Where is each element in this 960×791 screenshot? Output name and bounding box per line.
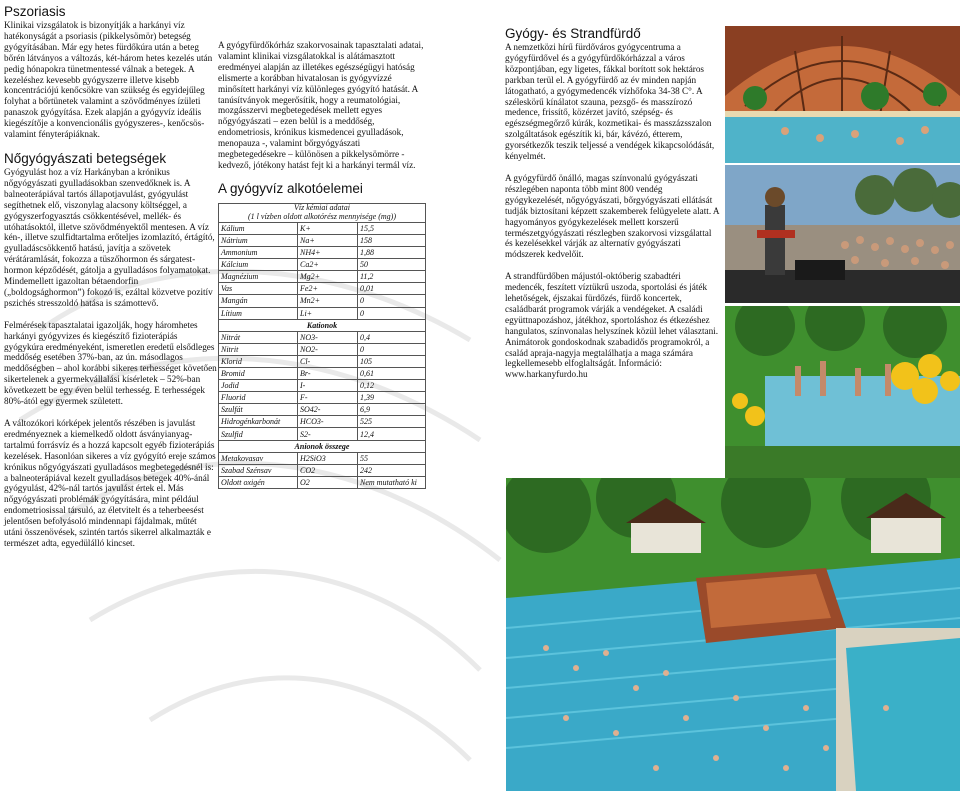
element-formula-cell: Br-	[298, 368, 358, 380]
table-row	[219, 271, 426, 283]
element-formula-cell: SO42-	[298, 404, 358, 416]
element-value-cell: 0,01	[358, 283, 426, 295]
element-name-cell: Magnézium	[219, 271, 298, 283]
table-row	[219, 452, 426, 464]
element-value-cell: 0	[358, 343, 426, 355]
element-name-cell: Szulfid	[219, 428, 298, 440]
table-title: Víz kémiai adatai	[294, 203, 350, 213]
element-name-cell: Mangán	[219, 295, 298, 307]
table-row	[219, 222, 426, 234]
element-name-cell: Nátrium	[219, 234, 298, 246]
element-formula-cell: Cl-	[298, 355, 358, 367]
table-section-row	[219, 319, 426, 331]
element-name-cell: Ammonium	[219, 247, 298, 259]
element-value-cell: 50	[358, 259, 426, 271]
element-name-cell: Lítium	[219, 307, 298, 319]
table-row	[219, 428, 426, 440]
table-row	[219, 295, 426, 307]
element-formula-cell: Na+	[298, 234, 358, 246]
psoriasis-heading: Pszoriasis	[4, 4, 66, 19]
element-name-cell: Fluorid	[219, 392, 298, 404]
element-value-cell: 0	[358, 295, 426, 307]
table-row	[219, 368, 426, 380]
element-name-cell: Oldott oxigén	[219, 476, 298, 488]
table-title-row	[219, 203, 426, 222]
gynecology-paragraph-3: A változókori kórképek jelentős részében is javulást eredményeznek a kiemelkedő oldott ásványianyag-tartalmú forrásvíz és a hozzá kapcsolt egyéb fizioterápiás kezelések. Hasonlóan sikeres a víz gyógyító ereje számos krónikus nőgyógyászati gyulladásos megbetegedésnél is: a balneoterápiával kezelt gyulladásos betegek 40%-ánál gyógyulást, 42%-nál tartós javulást értek el. Más nőgyógyászati problémák gyógyítására, mint például endometriosissal társuló, az életvitelt és a teherbeesést jelentősen befolyásoló mindennapi fájdalmak, műtét utáni összenövések, szintén tartós sikerrel alkalmazták e természet adta, egyedülálló kincset.	[4, 418, 216, 548]
table-title-cell	[219, 203, 426, 222]
element-formula-cell: Mg2+	[298, 271, 358, 283]
table-section-row	[219, 440, 426, 452]
element-value-cell: 15,5	[358, 222, 426, 234]
element-name-cell: Szabad Szénsav	[219, 464, 298, 476]
others-rows	[219, 452, 426, 488]
outdoor-pool-photo	[725, 306, 960, 478]
table-subtitle: (1 l vízben oldott alkotórész mennyisége (mg))	[248, 211, 396, 221]
element-formula-cell: I-	[298, 380, 358, 392]
psoriasis-paragraph: Klinikai vizsgálatok is bizonyítják a harkányi víz hatékonyságát a psoriasis (pikkelysömör) betegség gyógyításában. Már egy hetes fürdőkúra után a beteg bőrén látványos a változás, két-három hetes kezelés után pedig hónapokra tünetmentessé válnak a betegek. A kezeléshez kevesebb gyógyszerre illetve kisebb koncentrációjú kenőcsökre van szükség és egyidejűleg folyhat a bőrtünetek valamint a szövődményes ízületi panaszok gyógyítása. Ezek alapján a gyógyvíz ideális kiegészítője a konvencionális gyógyszeres-, kenőcsös- valamint fényterápiáknak.	[4, 20, 213, 140]
element-value-cell: 0	[358, 307, 426, 319]
components-heading: A gyógyvíz alkotóelemei	[218, 180, 363, 196]
element-name-cell: Szulfát	[219, 404, 298, 416]
table-row	[219, 247, 426, 259]
table-row	[219, 307, 426, 319]
element-formula-cell: H2SiO3	[298, 452, 358, 464]
element-name-cell: Nitrit	[219, 343, 298, 355]
element-value-cell: 55	[358, 452, 426, 464]
element-value-cell: Nem mutatható ki	[358, 476, 426, 488]
table-row	[219, 380, 426, 392]
column-right	[505, 0, 720, 391]
element-value-cell: 242	[358, 464, 426, 476]
element-value-cell: 158	[358, 234, 426, 246]
element-name-cell: Kálcium	[219, 259, 298, 271]
element-value-cell: 525	[358, 416, 426, 428]
element-formula-cell: Ca2+	[298, 259, 358, 271]
element-formula-cell: NH4+	[298, 247, 358, 259]
element-value-cell: 1,39	[358, 392, 426, 404]
spa-paragraph-2: A gyógyfürdő önálló, magas színvonalú gyógyászati részlegében naponta több mint 800 vendég gyógykezelését, nőgyógyászati, bőrgyógyászati ellátását tudják biztosítani képzett szakemberek felügyelete alatt. A hagyományos gyógykezelések mellett korszerű természetgyógyászati részlegben szakorvosi vizsgálattal és kezelésekkel várják az alternatív gyógyászati módszerek kedvelőit.	[505, 172, 720, 260]
gynecology-paragraph-1: Gyógyulást hoz a víz Harkányban a krónikus nőgyógyászati gyulladásokban szenvedőknek is. A balneoterápiával tartós állapotjavulást, gyógyulást segíthetnek elő, viszonylag alacsony költséggel, a gyógyszerfogyasztás csökkentésével, mellék- és utóhatásoktól, illetve szövődményektől mentesen. A víz kén-, illetve szulfidtartalma erőteljes izomlazító, értágító, gyulladáscsökkentő hatású, javítja a szövetek vérátáramlását, fokozza a tüszőhormon és sárgatest-hormon képződését, gátolja a gyulladásos folyamatokat. Mindemellett igazoltan bétaendorfin („boldogsághormon”) fokozó is, ezáltal közvetve pozitív pszichés stresszoldó hatása is számottevő.	[4, 166, 215, 308]
element-formula-cell: O2	[298, 476, 358, 488]
element-formula-cell: Li+	[298, 307, 358, 319]
element-formula-cell: Fe2+	[298, 283, 358, 295]
element-name-cell: Bromid	[219, 368, 298, 380]
anions-rows	[219, 331, 426, 440]
spa-heading: Gyógy- és Strandfürdő	[505, 26, 641, 41]
certification-paragraph: A gyógyfürdőkórház szakorvosainak tapasztalati adatai, valamint klinikai vizsgálatokkal is alátámasztott eredményei alapján az illetékes egészségügyi hatóság elismerte a korábban hivatalosan is gyógyvízzé minősített harkányi víz különleges gyógyító hatását. A tanúsítványok megerősítik, hogy a reumatológiai, mozgásszervi megbetegedések mellett egyes nőgyógyászati – ezen belül is a meddőség, endometriosis, krónikus kismedencei gyulladások, menopauza -, valamint bőrgyógyászati megbetegedésekre – különösen a pikkelysömörre - kedvező, jótékony hatást fejt ki a harkányi termál víz.	[218, 40, 424, 170]
table-row	[219, 476, 426, 488]
spa-paragraph-1: A nemzetközi hírű fürdőváros gyógycentruma a gyógyfürdővel és a gyógyfürdőkórházzal a város központjában, egy ligetes, fákkal borított sok hektáros parkban terül el. A gyógyfürdő az év minden napján látogatható, a gyógymedencék vízhőfoka 34-38 C°. A széleskörű kínálatot szauna, pezsgő- és masszírozó medence, frissítő, közérzet javító, szépség- és egészségmegőrző kúrák, kozmetikai- és masszázsszalon szolgáltatások egészítik ki, bár, kávézó, étterem, gyorsétkezők teszik teljessé a vendégek kikapcsolódását, kényelmét.	[505, 42, 715, 162]
cations-rows	[219, 222, 426, 319]
aerial-pool-photo	[506, 478, 960, 791]
table-row	[219, 355, 426, 367]
spa-paragraph-3: A strandfürdőben májustól-októberig szabadtéri medencék, feszített víztükrű uszoda, sportolási és játék lehetőségek, éjszakai fürdőzés, fürdő koncertek, családbarát programok várják a vendégeket. A családi együttnapozáshoz, játékhoz, sportoláshoz és étkezéshez hangulatos, színvonalas helyszínek közül lehet választani. Animátorok gondoskodnak szabadidős programokról, a család apraja-nagyja megtalálhatja a maga számára legkellemesebb elfoglaltságát. Információ: www.harkanyfurdo.hu	[505, 271, 719, 380]
indoor-pool-photo	[725, 26, 960, 163]
table-row	[219, 416, 426, 428]
table-row	[219, 331, 426, 343]
table-row	[219, 234, 426, 246]
gynecology-heading: Nőgyógyászati betegségek	[4, 150, 167, 166]
element-value-cell: 105	[358, 355, 426, 367]
element-name-cell: Jodid	[219, 380, 298, 392]
anions-label: Anionok összege	[219, 440, 426, 452]
element-value-cell: 12,4	[358, 428, 426, 440]
element-name-cell: Nitrát	[219, 331, 298, 343]
element-value-cell: 0,61	[358, 368, 426, 380]
element-formula-cell: F-	[298, 392, 358, 404]
chemistry-table	[218, 203, 426, 489]
concert-photo	[725, 165, 960, 303]
table-row	[219, 464, 426, 476]
element-formula-cell: CO2	[298, 464, 358, 476]
element-formula-cell: NO2-	[298, 343, 358, 355]
element-name-cell: Klorid	[219, 355, 298, 367]
table-row	[219, 343, 426, 355]
table-row	[219, 259, 426, 271]
element-formula-cell: S2-	[298, 428, 358, 440]
column-left	[0, 0, 217, 560]
element-formula-cell: NO3-	[298, 331, 358, 343]
element-value-cell: 1,88	[358, 247, 426, 259]
table-row	[219, 283, 426, 295]
element-formula-cell: Mn2+	[298, 295, 358, 307]
element-value-cell: 0,4	[358, 331, 426, 343]
element-value-cell: 6,9	[358, 404, 426, 416]
element-formula-cell: K+	[298, 222, 358, 234]
gynecology-paragraph-2: Felmérések tapasztalatai igazolják, hogy háromhetes harkányi gyógyvizes és kiegészítő fizioterápiás gyógykúra eredményeként, ismeretlen eredetű elsődleges meddőség esetében 37%-ban, az ún. másodlagos meddőségben – ahol korábbi sikeres terhességet követően sikertelenek a gyermekvállalási kísérletek – 52%-ban következett be egy éven belül terhesség. E terhességek 80%-ától egy gyermek született.	[4, 319, 217, 407]
element-name-cell: Metakovasav	[219, 452, 298, 464]
element-name-cell: Hidrogénkarbonát	[219, 416, 298, 428]
element-value-cell: 11,2	[358, 271, 426, 283]
table-row	[219, 392, 426, 404]
element-value-cell: 0,12	[358, 380, 426, 392]
table-row	[219, 404, 426, 416]
element-name-cell: Vas	[219, 283, 298, 295]
element-formula-cell: HCO3-	[298, 416, 358, 428]
column-middle	[218, 0, 428, 489]
cations-label: Kationok	[219, 319, 426, 331]
element-name-cell: Kálium	[219, 222, 298, 234]
